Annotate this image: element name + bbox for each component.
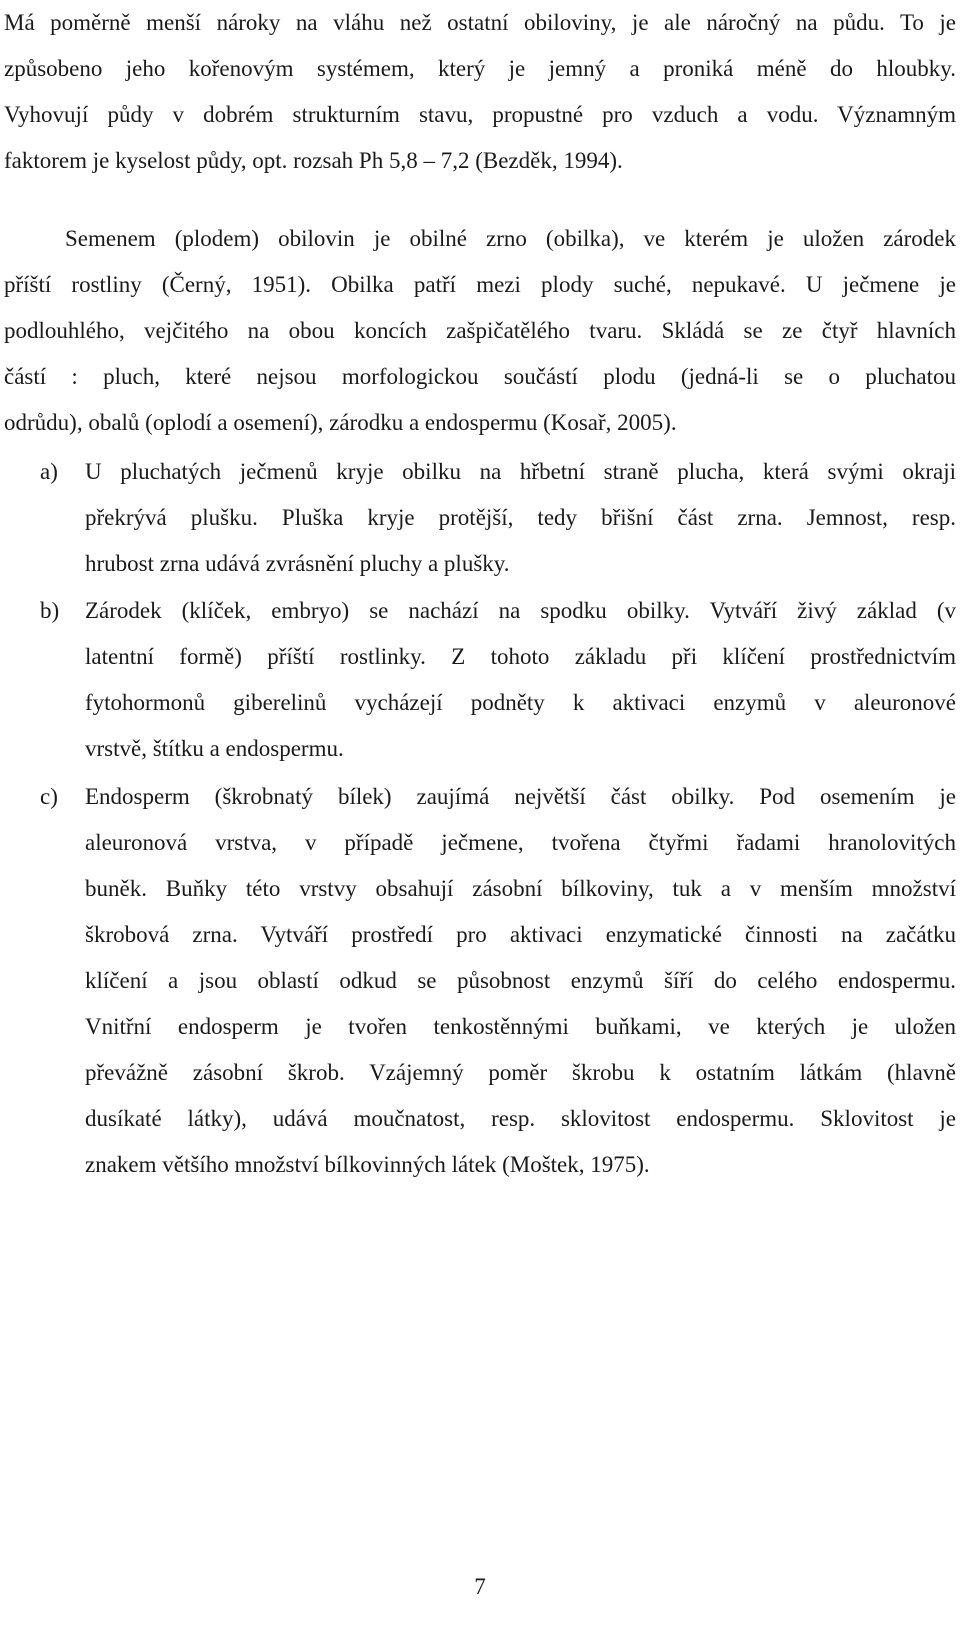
text-line: Vyhovují půdy v dobrém strukturním stavu, propustné pro vzduch a vodu. Významným: [4, 102, 956, 127]
text-line: Má poměrně menší nároky na vláhu než ostatní obiloviny, je ale náročný na půdu. To je: [4, 10, 956, 35]
text-line: latentní formě) příští rostlinky. Z tohoto základu při klíčení prostřednictvím: [85, 644, 956, 669]
text-line: znakem většího množství bílkovinných látek (Moštek, 1975).: [85, 1152, 650, 1177]
text-line: fytohormonů giberelinů vycházejí podněty k aktivaci enzymů v aleuronové: [85, 690, 956, 715]
text-line: hrubost zrna udává zvrásnění pluchy a plušky.: [85, 551, 510, 576]
text-line: podlouhlého, vejčitého na obou koncích zašpičatělého tvaru. Skládá se ze čtyř hlavních: [4, 318, 956, 343]
paragraph-grain-structure: [4, 216, 956, 446]
text-line: U pluchatých ječmenů kryje obilku na hřbetní straně plucha, která svými okraji: [85, 459, 956, 484]
text-line: buněk. Buňky této vrstvy obsahují zásobní bílkoviny, tuk a v menším množství: [85, 876, 956, 901]
text-line: příští rostliny (Černý, 1951). Obilka patří mezi plody suché, nepukavé. U ječmene je: [4, 272, 956, 297]
text-line: Vnitřní endosperm je tvořen tenkostěnnými buňkami, ve kterých je uložen: [85, 1014, 956, 1039]
text-line: aleuronová vrstva, v případě ječmene, tvořena čtyřmi řadami hranolovitých: [85, 830, 956, 855]
paragraph-soil-requirements: [4, 0, 956, 184]
text-line: odrůdu), obalů (oplodí a osemení), zárodku a endospermu (Kosař, 2005).: [4, 410, 677, 435]
text-line: Zárodek (klíček, embryo) se nachází na spodku obilky. Vytváří živý základ (v: [85, 598, 956, 623]
text-line: překrývá plušku. Pluška kryje protější, tedy břišní část zrna. Jemnost, resp.: [85, 505, 956, 530]
text-line: způsobeno jeho kořenovým systémem, který je jemný a proniká méně do hloubky.: [4, 56, 956, 81]
list-item-husks: [4, 449, 956, 587]
text-line: faktorem je kyselost půdy, opt. rozsah Ph 5,8 – 7,2 (Bezděk, 1994).: [4, 148, 623, 173]
list-item-embryo: [4, 588, 956, 772]
page-number: 7: [474, 1574, 486, 1599]
text-line: Endosperm (škrobnatý bílek) zaujímá největší část obilky. Pod osemením je: [85, 784, 956, 809]
list-item-endosperm: [4, 774, 956, 1188]
text-line: škrobová zrna. Vytváří prostředí pro aktivaci enzymatické činnosti na začátku: [85, 922, 956, 947]
text-line: částí : pluch, které nejsou morfologickou součástí plodu (jedná-li se o pluchatou: [4, 364, 956, 389]
list-marker: a): [40, 459, 58, 484]
text-line: vrstvě, štítku a endospermu.: [85, 736, 344, 761]
text-line: dusíkaté látky), udává moučnatost, resp. sklovitost endospermu. Sklovitost je: [85, 1106, 956, 1131]
text-line: klíčení a jsou oblastí odkud se působnost enzymů šíří do celého endospermu.: [85, 968, 956, 993]
list-marker: b): [40, 598, 60, 623]
text-line: převážně zásobní škrob. Vzájemný poměr škrobu k ostatním látkám (hlavně: [85, 1060, 956, 1085]
text-line: Semenem (plodem) obilovin je obilné zrno (obilka), ve kterém je uložen zárodek: [65, 226, 956, 251]
list-marker: c): [40, 784, 58, 809]
